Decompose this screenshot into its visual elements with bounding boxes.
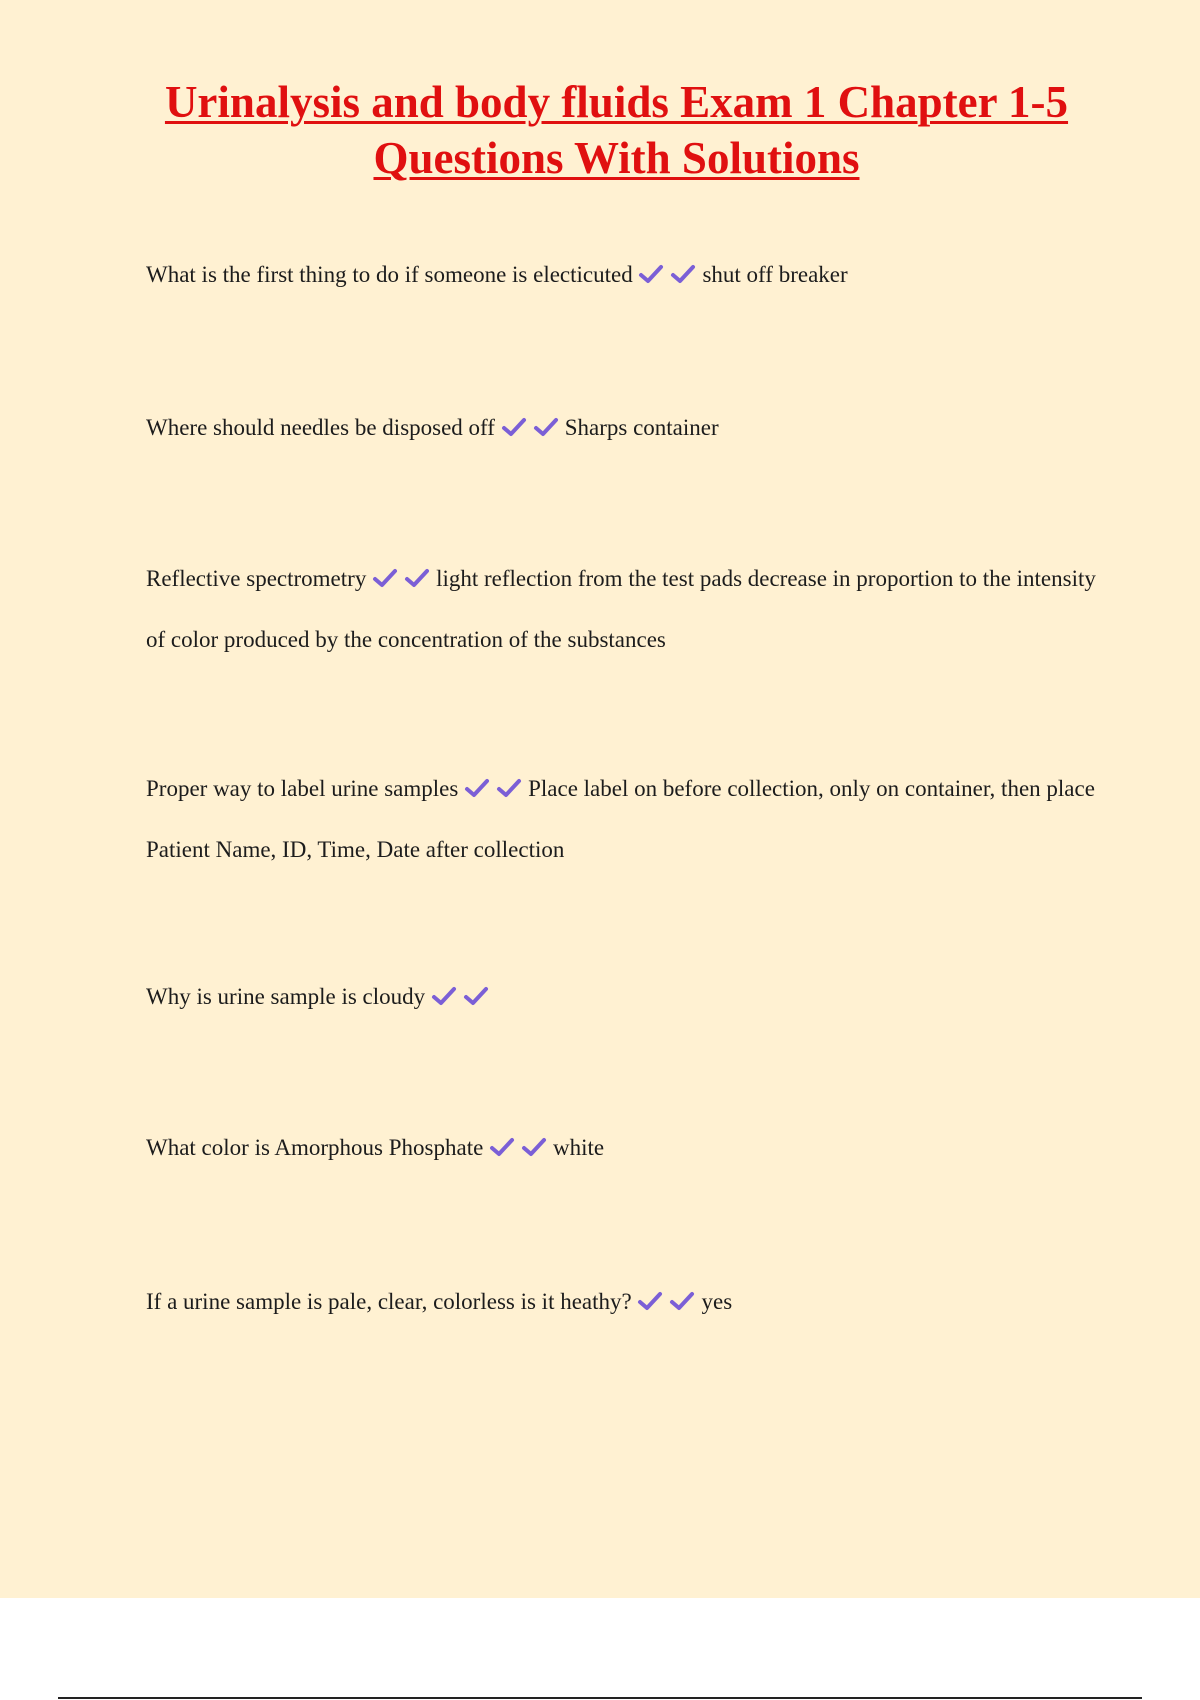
- check-icon: [637, 1290, 663, 1312]
- answer-text: white: [553, 1135, 605, 1160]
- qa-item: [146, 966, 1096, 1027]
- qa-item: [146, 244, 1096, 305]
- qa-item: [146, 1117, 1096, 1178]
- page-divider: [58, 1697, 1142, 1699]
- answer-text: Sharps container: [564, 415, 719, 440]
- question-text: Proper way to label urine samples: [146, 776, 459, 801]
- check-icon: [431, 985, 457, 1007]
- check-icon: [372, 567, 398, 589]
- check-icon: [638, 263, 664, 285]
- question-text: Reflective spectrometry: [146, 566, 367, 591]
- check-icon: [501, 416, 527, 438]
- check-icon: [404, 567, 430, 589]
- qa-item: [146, 758, 1096, 880]
- check-icon: [489, 1136, 515, 1158]
- qa-item: [146, 548, 1096, 670]
- check-icon: [463, 985, 489, 1007]
- question-text: If a urine sample is pale, clear, colorless is it heathy?: [146, 1289, 632, 1314]
- question-text: What color is Amorphous Phosphate: [146, 1135, 484, 1160]
- question-text: What is the first thing to do if someone is electicuted: [146, 262, 633, 287]
- check-icon: [464, 777, 490, 799]
- check-icon: [496, 777, 522, 799]
- question-text: Where should needles be disposed off: [146, 415, 495, 440]
- answer-text: Place label on before collection, only on container, then place Patient Name, ID, Time, Date after collection: [146, 776, 1095, 862]
- check-icon: [521, 1136, 547, 1158]
- check-icon: [670, 263, 696, 285]
- answer-text: yes: [701, 1289, 733, 1314]
- question-text: Why is urine sample is cloudy: [146, 984, 426, 1009]
- check-icon: [669, 1290, 695, 1312]
- qa-item: [146, 397, 1096, 458]
- answer-text: light reflection from the test pads decrease in proportion to the intensity of color produced by the concentration of the substances: [146, 566, 1096, 652]
- check-icon: [533, 416, 559, 438]
- answer-text: shut off breaker: [702, 262, 848, 287]
- document-title: Urinalysis and body fluids Exam 1 Chapter 1-5 Questions With Solutions: [164, 77, 1069, 183]
- qa-item: [146, 1271, 1096, 1332]
